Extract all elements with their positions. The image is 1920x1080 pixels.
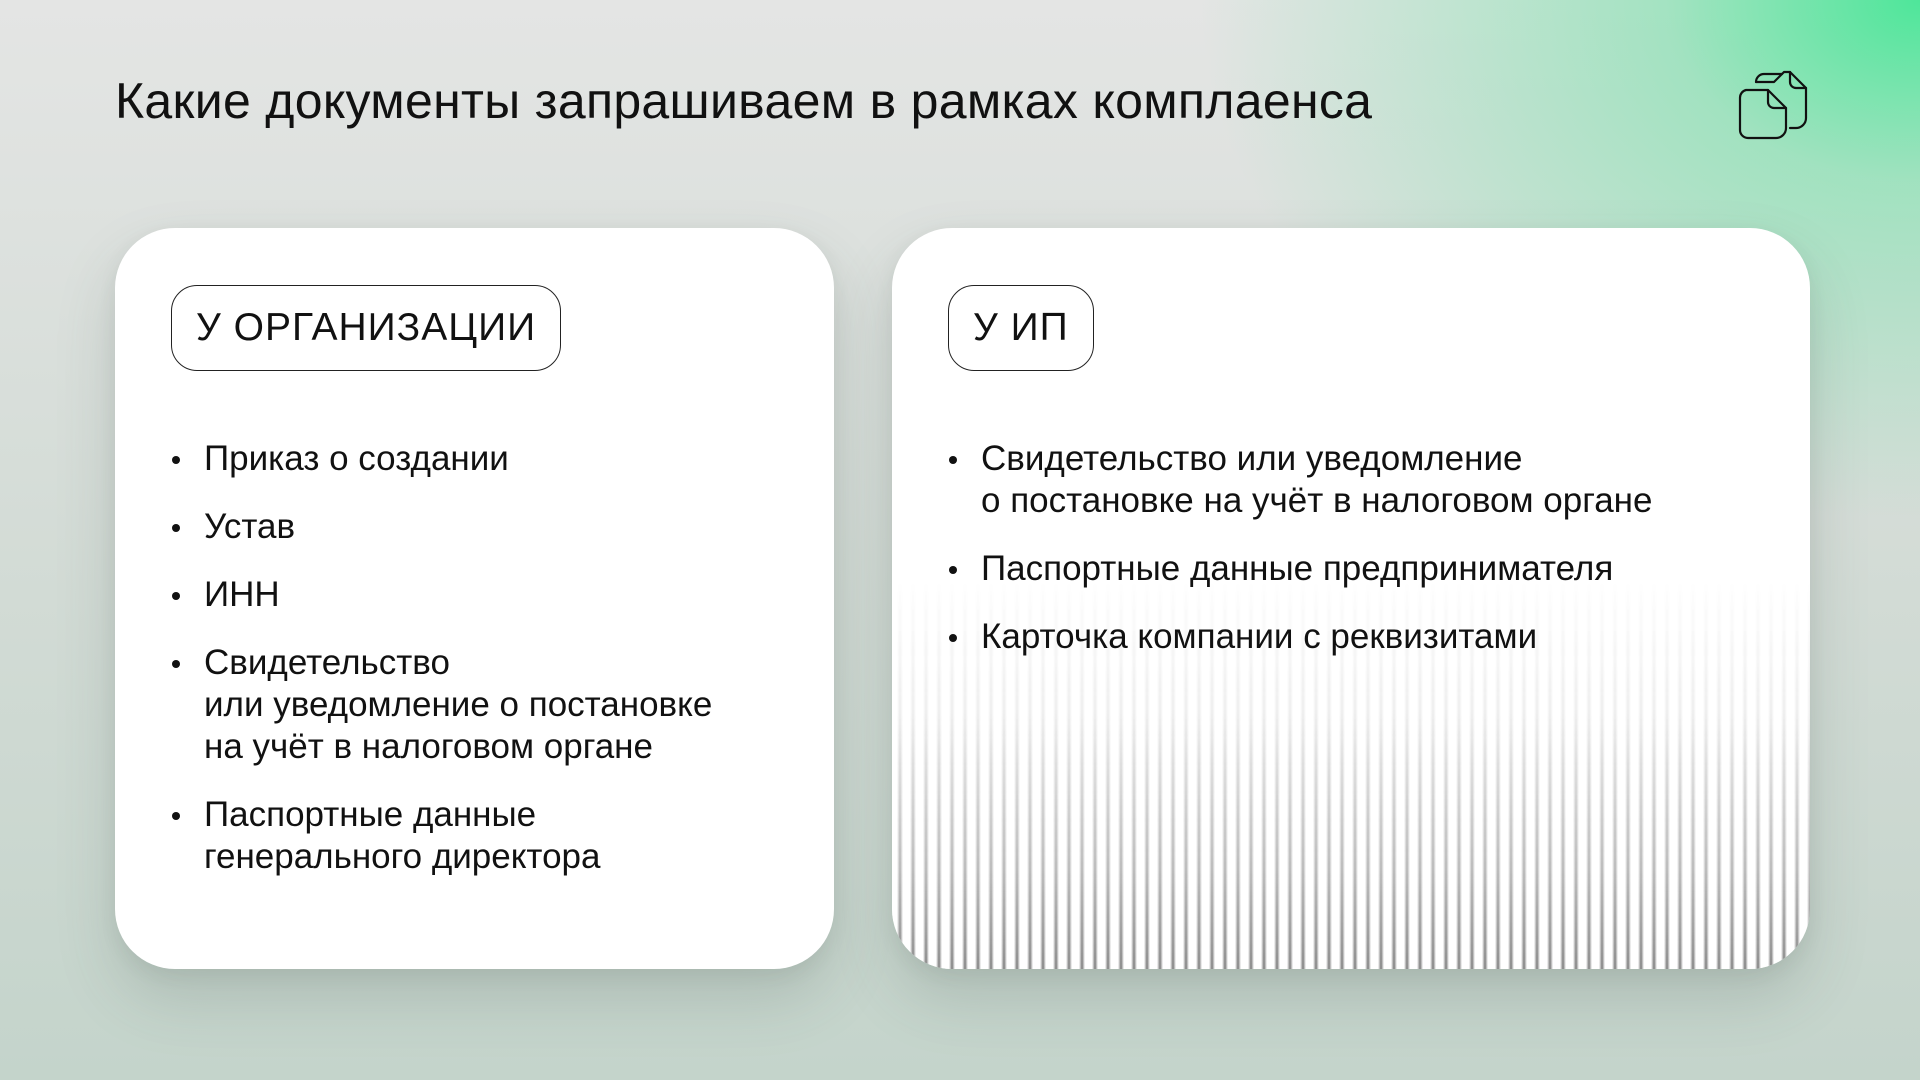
document-item-text: Свидетельство или уведомление: [981, 439, 1523, 478]
organization-label: У ОРГАНИЗАЦИИ: [171, 285, 561, 371]
document-item-text: Паспортные данные: [204, 795, 537, 834]
document-list-item: [171, 506, 794, 548]
document-item-text: генерального директора: [204, 837, 601, 876]
individual-entrepreneur-label: У ИП: [948, 285, 1094, 371]
individual-entrepreneur-documents-list: [948, 438, 1770, 684]
document-list-item: [171, 794, 794, 878]
document-item-text: Карточка компании с реквизитами: [981, 617, 1538, 656]
document-item-text: Паспортные данные предпринимателя: [981, 549, 1614, 588]
document-list-item: [171, 438, 794, 480]
organization-documents-list: [171, 438, 794, 904]
document-item-text: ИНН: [204, 575, 280, 614]
document-list-item: [171, 642, 794, 768]
document-list-item: [948, 548, 1770, 590]
document-item-text: Устав: [204, 507, 296, 546]
individual-entrepreneur-card: [892, 228, 1810, 969]
document-list-item: [948, 438, 1770, 522]
document-list-item: [948, 616, 1770, 658]
document-item-text: Приказ о создании: [204, 439, 509, 478]
document-item-text: о постановке на учёт в налоговом органе: [981, 481, 1653, 520]
page-title: Какие документы запрашиваем в рамках комплаенса: [115, 73, 1373, 129]
document-item-text: Свидетельство: [204, 643, 450, 682]
document-list-item: [171, 574, 794, 616]
document-item-text: на учёт в налоговом органе: [204, 727, 653, 766]
document-item-text: или уведомление о постановке: [204, 685, 713, 724]
organization-card: [115, 228, 834, 969]
documents-icon: [1734, 66, 1812, 144]
